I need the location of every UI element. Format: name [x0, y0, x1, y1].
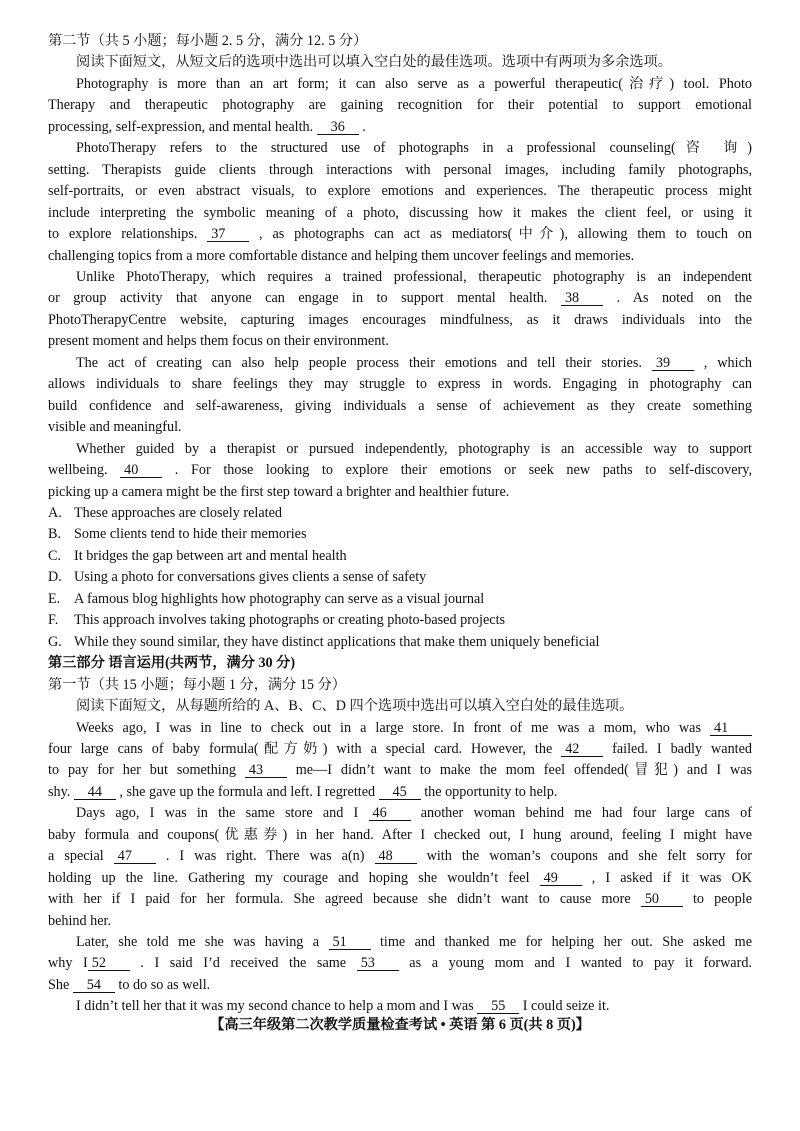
- text-segment: . I said I’d received the same: [129, 955, 357, 972]
- answer-blank-42: 42: [561, 742, 603, 757]
- text-line: [48, 203, 752, 224]
- text-segment: build confidence and self-awareness, giving individuals a sense of achievement as they create something: [48, 397, 752, 414]
- text-segment: Therapy and therapeutic photography are gaining recognition for their potential to support emotional: [48, 97, 752, 114]
- text-segment: with the woman’s coupons and she felt sorry for: [416, 848, 753, 865]
- text-line: [48, 374, 752, 395]
- text-segment: to explore relationships.: [48, 226, 208, 243]
- text-line: [48, 460, 752, 481]
- option-letter: E.: [48, 590, 61, 607]
- text-segment: processing, self-expression, and mental health.: [48, 118, 317, 135]
- section1-instruction: 阅读下面短文，从每题所给的 A、B、C、D 四个选项中选出可以填入空白处的最佳选项。: [76, 698, 634, 715]
- text-segment: Photography is more than an art form; it can also serve as a powerful therapeutic(治疗) tool. Photo: [76, 75, 752, 92]
- text-segment: challenging topics from a more comfortable distance and helping them uncover feelings and memories.: [48, 247, 635, 264]
- text-segment: , as photographs can act as mediators(中介), allowing them to touch on: [249, 226, 752, 243]
- option-g: [48, 632, 752, 653]
- text-segment: behind her.: [48, 912, 112, 929]
- option-text: These approaches are closely related: [74, 504, 282, 521]
- answer-blank-39: 39: [652, 356, 694, 371]
- paragraph: [48, 932, 752, 996]
- text-segment: as a young mom and I wanted to pay it forward.: [398, 955, 752, 972]
- text-line: [48, 74, 752, 95]
- text-segment: wellbeing.: [48, 462, 121, 479]
- option-text: Some clients tend to hide their memories: [74, 526, 307, 543]
- option-letter: B.: [48, 526, 62, 543]
- answer-blank-36: 36: [317, 120, 359, 135]
- text-segment: to people: [682, 891, 752, 908]
- section1-heading: 第一节（共 15 小题；每小题 1 分，满分 15 分）: [48, 676, 346, 693]
- section2-options: [48, 503, 752, 653]
- text-line: [48, 310, 752, 331]
- text-line: [48, 803, 752, 824]
- text-line: [48, 953, 752, 974]
- option-letter: G.: [48, 633, 62, 650]
- answer-blank-50: 50: [641, 892, 683, 907]
- option-c: [48, 546, 752, 567]
- answer-blank-46: 46: [369, 806, 411, 821]
- text-segment: , which: [693, 354, 752, 371]
- text-segment: allows individuals to share feelings they may struggle to express in words. Engaging in photography can: [48, 376, 752, 393]
- text-line: [48, 224, 752, 245]
- text-segment: shy.: [48, 783, 74, 800]
- text-segment: . As noted on the: [602, 290, 752, 307]
- option-letter: C.: [48, 547, 62, 564]
- text-line: [48, 932, 752, 953]
- text-segment: She: [48, 976, 73, 993]
- text-segment: Whether guided by a therapist or pursued independently, photography is an accessible way to support: [76, 440, 752, 457]
- text-segment: with her if I paid for her formula. She agreed because she didn’t want to cause more: [48, 891, 641, 908]
- text-line: [48, 825, 752, 846]
- section2-instruction: 阅读下面短文，从短文后的选项中选出可以填入空白处的最佳选项。选项中有两项为多余选项。: [76, 54, 672, 71]
- option-text: Using a photo for conversations gives clients a sense of safety: [74, 569, 427, 586]
- text-segment: Weeks ago, I was in line to check out in a large store. In front of me was a mom, who was: [76, 719, 710, 736]
- exam-page: [48, 31, 752, 1018]
- text-segment: setting. Therapists guide clients through interactions with personal images, including family photographs,: [48, 161, 752, 178]
- text-segment: I didn’t tell her that it was my second chance to help a mom and I was: [76, 998, 478, 1015]
- text-line: [48, 117, 752, 138]
- text-line: [48, 181, 752, 202]
- option-a: [48, 503, 752, 524]
- option-text: A famous blog highlights how photography can serve as a visual journal: [74, 590, 485, 607]
- text-line: [48, 782, 752, 803]
- text-line: [48, 911, 752, 932]
- answer-blank-41: 41: [710, 721, 752, 736]
- paragraph: [48, 74, 752, 138]
- option-letter: A.: [48, 504, 62, 521]
- text-segment: to do so as well.: [114, 976, 211, 993]
- text-segment: .: [358, 118, 366, 135]
- text-segment: holding up the line. Gathering my courage and hoping she wouldn’t feel: [48, 869, 540, 886]
- answer-blank-49: 49: [540, 871, 582, 886]
- text-line: [48, 889, 752, 910]
- text-line: [48, 846, 752, 867]
- text-line: [48, 975, 752, 996]
- option-b: [48, 524, 752, 545]
- paragraph: [48, 138, 752, 267]
- text-segment: visible and meaningful.: [48, 419, 182, 436]
- text-line: [48, 417, 752, 438]
- text-segment: . For those looking to explore their emotions or seek new paths to self-discovery,: [162, 462, 752, 479]
- text-segment: the opportunity to help.: [420, 783, 558, 800]
- text-segment: another woman behind me had four large cans of: [410, 805, 752, 822]
- part3-heading: 第三部分 语言运用(共两节，满分 30 分): [48, 655, 296, 672]
- section2-heading: 第二节（共 5 小题；每小题 2. 5 分，满分 12. 5 分）: [48, 33, 368, 49]
- answer-blank-51: 51: [329, 935, 371, 950]
- text-segment: or group activity that anyone can engage in to support mental health.: [48, 290, 561, 307]
- answer-blank-55: 55: [477, 999, 519, 1014]
- text-line: [48, 396, 752, 417]
- text-segment: PhotoTherapyCentre website, capturing images encourages mindfulness, as it draws individuals into the: [48, 311, 752, 328]
- text-line: [48, 868, 752, 889]
- option-letter: D.: [48, 569, 62, 586]
- text-segment: The act of creating can also help people process their emotions and tell their stories.: [76, 354, 652, 371]
- text-segment: time and thanked me for helping her out. She asked me: [370, 934, 752, 951]
- text-line: [48, 439, 752, 460]
- option-f: [48, 610, 752, 631]
- answer-blank-53: 53: [357, 956, 399, 971]
- text-segment: why I: [48, 955, 88, 972]
- text-segment: to pay for her but something: [48, 762, 245, 779]
- section2-passage: [48, 74, 752, 503]
- text-line: [48, 718, 752, 739]
- text-segment: I could seize it.: [519, 998, 610, 1015]
- text-segment: include interpreting the symbolic meaning of a photo, discussing how it makes the client feel, or using it: [48, 204, 752, 221]
- option-letter: F.: [48, 612, 59, 629]
- text-line: [48, 95, 752, 116]
- text-segment: self-portraits, or even abstract visuals, to explore emotions and experiences. The therapeutic process might: [48, 183, 752, 200]
- paragraph: [48, 267, 752, 353]
- text-segment: Unlike PhotoTherapy, which requires a trained professional, therapeutic photography is an independent: [76, 268, 752, 285]
- text-line: [48, 760, 752, 781]
- page-footer: 【高三年级第二次教学质量检查考试 • 英语 第 6 页(共 8 页)】: [210, 1017, 590, 1033]
- option-text: It bridges the gap between art and mental health: [74, 547, 347, 564]
- section1-passage: [48, 718, 752, 1018]
- paragraph: [48, 439, 752, 503]
- text-line: [48, 160, 752, 181]
- text-line: [48, 267, 752, 288]
- text-line: [48, 739, 752, 760]
- answer-blank-54: 54: [73, 978, 115, 993]
- answer-blank-47: 47: [114, 849, 156, 864]
- option-text: While they sound similar, they have distinct applications that make them uniquely beneficial: [74, 633, 600, 650]
- answer-blank-48: 48: [375, 849, 417, 864]
- text-segment: Later, she told me she was having a: [76, 934, 329, 951]
- answer-blank-38: 38: [561, 291, 603, 306]
- answer-blank-40: 40: [120, 463, 162, 478]
- text-segment: baby formula and coupons(优惠券) in her hand. After I checked out, I hung around, feeling I might have: [48, 826, 752, 843]
- answer-blank-44: 44: [74, 785, 116, 800]
- answer-blank-37: 37: [207, 227, 249, 242]
- text-line: [48, 246, 752, 267]
- answer-blank-52: 52: [88, 956, 130, 971]
- text-line: [48, 353, 752, 374]
- option-e: [48, 589, 752, 610]
- text-line: [48, 138, 752, 159]
- text-segment: present moment and helps them focus on their environment.: [48, 333, 389, 350]
- text-segment: four large cans of baby formula(配方奶) with a special card. However, the: [48, 740, 562, 757]
- text-segment: me—I didn’t want to make the mom feel offended(冒犯) and I was: [286, 762, 753, 779]
- text-segment: picking up a camera might be the first step toward a brighter and healthier future.: [48, 483, 510, 500]
- text-segment: Days ago, I was in the same store and I: [76, 805, 369, 822]
- option-text: This approach involves taking photographs or creating photo-based projects: [74, 612, 506, 629]
- paragraph: [48, 718, 752, 804]
- text-segment: a special: [48, 848, 114, 865]
- text-line: [48, 288, 752, 309]
- text-segment: , I asked if it was OK: [581, 869, 752, 886]
- text-line: [48, 482, 752, 503]
- text-segment: failed. I badly wanted: [603, 740, 752, 757]
- paragraph: [48, 353, 752, 439]
- answer-blank-43: 43: [245, 763, 287, 778]
- answer-blank-45: 45: [379, 785, 421, 800]
- option-d: [48, 567, 752, 588]
- text-segment: . I was right. There was a(n): [155, 848, 375, 865]
- text-line: [48, 331, 752, 352]
- text-segment: , she gave up the formula and left. I regretted: [115, 783, 379, 800]
- paragraph: [48, 803, 752, 932]
- text-segment: PhotoTherapy refers to the structured use of photographs in a professional counseling(咨 询): [76, 140, 752, 157]
